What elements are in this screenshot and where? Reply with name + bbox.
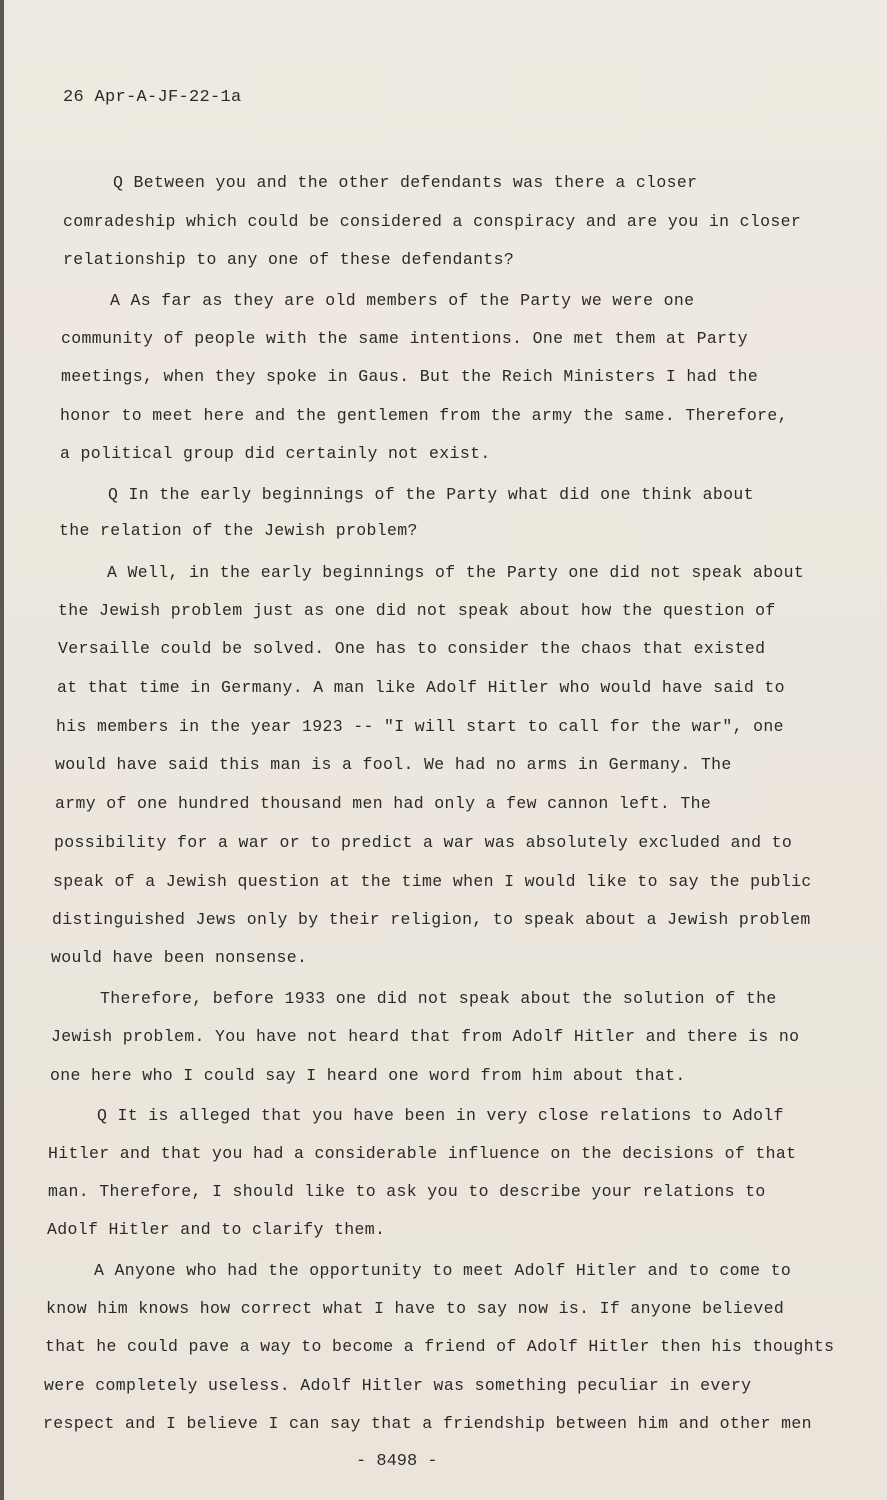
text-line-11: A Well, in the early beginnings of the Party one did not speak about: [107, 563, 805, 582]
text-line-1: Q Between you and the other defendants was there a closer: [113, 173, 698, 192]
text-line-20: distinguished Jews only by their religion, to speak about a Jewish problem: [52, 910, 811, 929]
text-line-14: at that time in Germany. A man like Adolf Hitler who would have said to: [57, 678, 785, 697]
text-line-2: comradeship which could be considered a conspiracy and are you in closer: [63, 212, 802, 231]
text-line-30: know him knows how correct what I have to say now is. If anyone believed: [46, 1299, 785, 1318]
text-line-13: Versaille could be solved. One has to consider the chaos that existed: [58, 639, 766, 658]
text-line-28: Adolf Hitler and to clarify them.: [47, 1220, 386, 1239]
text-line-6: meetings, when they spoke in Gaus. But the Reich Ministers I had the: [61, 367, 759, 386]
text-line-5: community of people with the same intentions. One met them at Party: [61, 329, 748, 348]
text-line-27: man. Therefore, I should like to ask you to describe your relations to: [48, 1182, 766, 1201]
page-left-edge: [0, 0, 4, 1500]
text-line-12: the Jewish problem just as one did not speak about how the question of: [58, 601, 776, 620]
text-line-17: army of one hundred thousand men had only a few cannon left. The: [55, 794, 712, 813]
document-id: 26 Apr-A-JF-22-1a: [63, 88, 242, 107]
text-line-32: were completely useless. Adolf Hitler was something peculiar in every: [44, 1376, 752, 1395]
text-line-15: his members in the year 1923 -- "I will start to call for the war", one: [56, 717, 784, 736]
text-line-16: would have said this man is a fool. We had no arms in Germany. The: [55, 755, 732, 774]
text-line-7: honor to meet here and the gentlemen from the army the same. Therefore,: [60, 406, 788, 425]
text-line-18: possibility for a war or to predict a war was absolutely excluded and to: [54, 833, 793, 852]
text-line-25: Q It is alleged that you have been in very close relations to Adolf: [97, 1106, 784, 1125]
text-line-4: A As far as they are old members of the Party we were one: [110, 291, 695, 310]
text-line-9: Q In the early beginnings of the Party what did one think about: [108, 485, 754, 504]
text-line-26: Hitler and that you had a considerable influence on the decisions of that: [48, 1144, 797, 1163]
text-line-3: relationship to any one of these defendants?: [63, 250, 515, 269]
text-line-8: a political group did certainly not exist.: [60, 444, 491, 463]
text-line-22: Therefore, before 1933 one did not speak about the solution of the: [100, 989, 777, 1008]
text-line-29: A Anyone who had the opportunity to meet Adolf Hitler and to come to: [94, 1261, 792, 1280]
text-line-19: speak of a Jewish question at the time when I would like to say the public: [53, 872, 812, 891]
text-line-23: Jewish problem. You have not heard that from Adolf Hitler and there is no: [51, 1027, 800, 1046]
text-line-10: the relation of the Jewish problem?: [59, 521, 418, 540]
text-line-33: respect and I believe I can say that a friendship between him and other men: [43, 1414, 812, 1433]
text-line-24: one here who I could say I heard one word from him about that.: [50, 1066, 686, 1085]
text-line-21: would have been nonsense.: [51, 948, 308, 967]
text-line-31: that he could pave a way to become a friend of Adolf Hitler then his thoughts: [45, 1337, 835, 1356]
page-number: - 8498 -: [356, 1452, 438, 1471]
